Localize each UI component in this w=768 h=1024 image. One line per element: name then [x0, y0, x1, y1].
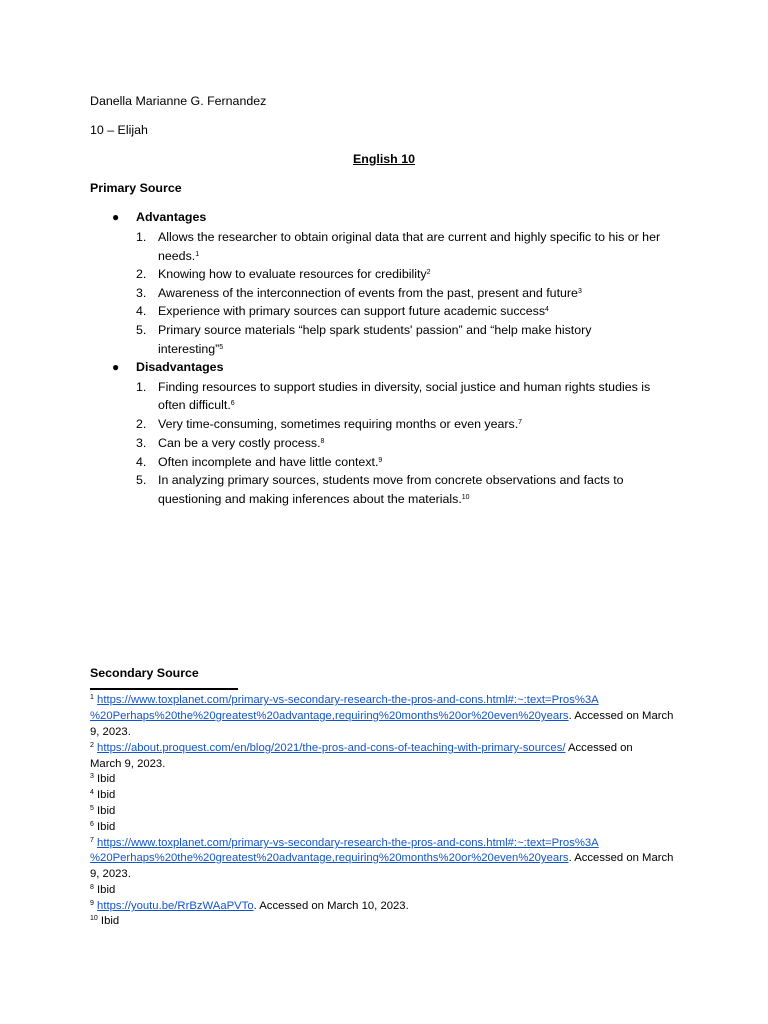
- footnote-2: $^2$ https://about.proquest.com/en/blog/2021/the-pros-and-cons-of-teaching-with-primary-sources/ Accessed on: [90, 742, 633, 754]
- footnote-9: $^9$ https://youtu.be/RrBzWAaPVTo. Accessed on March 10, 2023.: [90, 900, 409, 912]
- disadvantages-label: Disadvantages: [136, 360, 224, 374]
- document-page: Danella Marianne G. Fernandez 10 – Elijah English 10 Primary Source ● Advantages 1. Allows the researcher to obtain original data that are current and highly specific to his or her needs.$^1$ 2. Knowing how to evaluate resources for credibility$^2$ 3. Awareness of the interconnection of events from the past, present and future$^3$ 4. Experience with primary sources can support future academic success$^4$ 5. Primary source materials “help spark students' passion” and “help make history interesting”$^5$ ● Disadvantages 1. Finding resources to support studies in diversity, social justice and human rights studies is often difficult.$^6$ 2. Very time-consuming, sometimes requiring months or even years.$^7$ 3. Can be a very costly process.$^8$ 4. Often incomplete and have little context.$^9$ 5. In analyzing primary sources, students move from concrete observations and facts to questioning and making inferences about the materials.$^{10}$ Secondary Source $^1$ https://www.toxplanet.com/primary-vs-secondary-research-the-pros-and-cons.html#:~:text=Pros%3A %20Perhaps%20the%20greatest%20advantage,requiring%20months%20or%20even%20years. Accessed on March 9, 2023. $^2$ https://about.proquest.com/en/blog/2021/the-pros-and-cons-of-teaching-with-primary-sources/ Accessed on March 9, 2023. $^3$ Ibid $^4$ Ibid $^5$ Ibid $^6$ Ibid $^7$ https://www.toxplanet.com/primary-vs-secondary-research-the-pros-and-cons.html#:~:text=Pros%3A %20Perhaps%20the%20greatest%20advantage,requiring%20months%20or%20even%20years. Accessed on March 9, 2023. $^8$ Ibid $^9$ https://youtu.be/RrBzWAaPVTo. Accessed on March 10, 2023. $^{10}$ Ibid: [0, 0, 768, 1024]
- footnote-1-date: 9, 2023.: [90, 726, 131, 738]
- footnote-2-date: March 9, 2023.: [90, 758, 166, 770]
- author-name: Danella Marianne G. Fernandez: [90, 94, 267, 108]
- footnote-ref: 9: [378, 457, 383, 464]
- footnote-ref: 4: [545, 306, 549, 313]
- footnote-1-cont: %20Perhaps%20the%20greatest%20advantage,requiring%20months%20or%20even%20years. Accessed on March: [90, 710, 674, 722]
- footnote-10: $^{10}$ Ibid: [90, 915, 120, 927]
- advantages-label: Advantages: [136, 210, 207, 224]
- footnote-ref: 6: [230, 400, 235, 407]
- footnote-7: $^7$ https://www.toxplanet.com/primary-vs-secondary-research-the-pros-and-cons.html#:~:text=Pros%3A: [90, 837, 599, 849]
- footnote-ref: 10: [461, 494, 470, 501]
- footnote-2-link[interactable]: https://about.proquest.com/en/blog/2021/the-pros-and-cons-of-teaching-with-primary-sources/: [97, 742, 566, 754]
- footnote-9-link[interactable]: https://youtu.be/RrBzWAaPVTo: [97, 900, 254, 912]
- class-section: 10 – Elijah: [90, 123, 148, 137]
- footnote-1-link-cont[interactable]: %20Perhaps%20the%20greatest%20advantage,requiring%20months%20or%20even%20years: [90, 710, 569, 722]
- footnote-4: $^4$ Ibid: [90, 789, 116, 801]
- footnote-1: $^1$ https://www.toxplanet.com/primary-vs-secondary-research-the-pros-and-cons.html#:~:text=Pros%3A: [90, 694, 599, 706]
- secondary-source-heading: Secondary Source: [90, 666, 199, 680]
- footnote-ref: 7: [518, 419, 523, 426]
- footnote-ref: 8: [320, 438, 325, 445]
- footnote-7-link-cont[interactable]: %20Perhaps%20the%20greatest%20advantage,requiring%20months%20or%20even%20years: [90, 852, 569, 864]
- bullet-icon: ●: [112, 360, 120, 374]
- primary-source-heading: Primary Source: [90, 181, 182, 195]
- footnote-ref: 5: [219, 344, 224, 351]
- bullet-icon: ●: [112, 210, 120, 224]
- footnote-separator: [90, 688, 238, 690]
- footnote-3: $^3$ Ibid: [90, 773, 116, 785]
- footnote-ref: 2: [426, 269, 431, 276]
- footnote-7-cont: %20Perhaps%20the%20greatest%20advantage,requiring%20months%20or%20even%20years. Accessed on March: [90, 852, 674, 864]
- footnote-8: $^8$ Ibid: [90, 884, 116, 896]
- footnote-7-date: 9, 2023.: [90, 868, 131, 880]
- footnote-5: $^5$ Ibid: [90, 805, 116, 817]
- footnote-1-link[interactable]: https://www.toxplanet.com/primary-vs-secondary-research-the-pros-and-cons.html#:~:text=Pros%3A: [97, 694, 599, 706]
- footnote-ref: 3: [577, 288, 582, 295]
- footnote-7-link[interactable]: https://www.toxplanet.com/primary-vs-secondary-research-the-pros-and-cons.html#:~:text=Pros%3A: [97, 837, 599, 849]
- footnote-ref: 1: [195, 251, 200, 258]
- footnote-6: $^6$ Ibid: [90, 821, 116, 833]
- document-title: English 10: [353, 152, 415, 166]
